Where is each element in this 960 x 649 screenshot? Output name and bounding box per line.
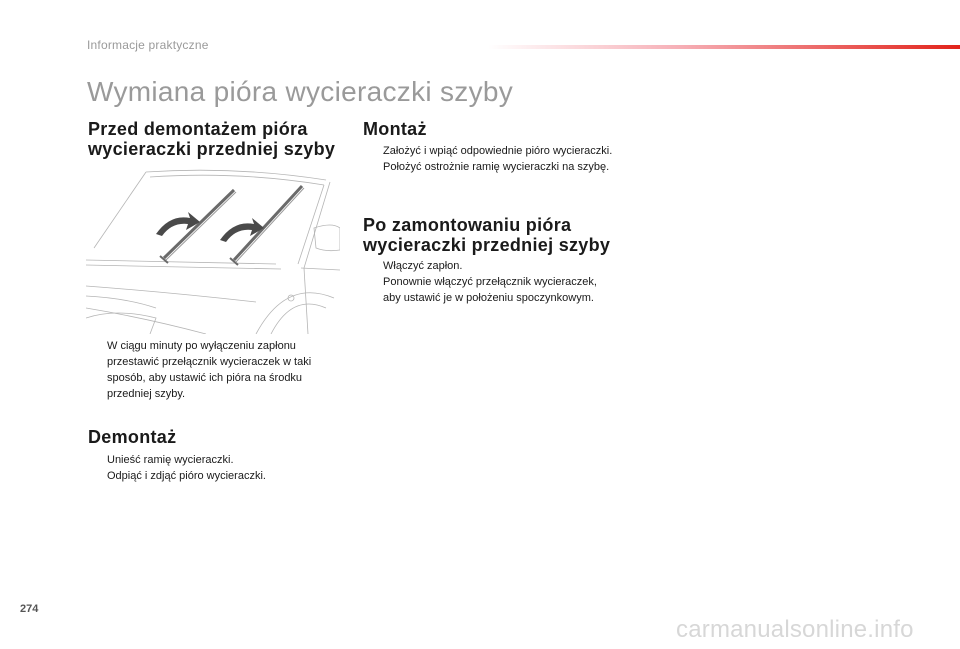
before-removal-heading-line2: wycieraczki przedniej szyby xyxy=(88,139,336,159)
after-fitting-heading-line2: wycieraczki przedniej szyby xyxy=(363,235,611,255)
list-item: Położyć ostrożnie ramię wycieraczki na szybę. xyxy=(383,161,610,173)
list-item: Ponownie włączyć przełącznik wycieraczek, aby ustawić je w położeniu spoczynkowym. xyxy=(383,276,597,304)
after-fitting-heading xyxy=(363,215,610,255)
removal-list xyxy=(88,452,340,484)
windscreen-wiper-illustration xyxy=(86,168,340,334)
removal-heading: Demontaż xyxy=(88,427,177,447)
after-fitting-list xyxy=(364,258,614,306)
page-title: Wymiana pióra wycieraczki szyby xyxy=(87,76,514,107)
before-removal-heading xyxy=(88,119,335,159)
fitting-heading: Montaż xyxy=(363,119,427,139)
after-fitting-heading-line1: Po zamontowaniu pióra xyxy=(363,215,572,235)
list-item: Włączyć zapłon. xyxy=(383,260,463,272)
list-item: W ciągu minuty po wyłączeniu zapłonu przestawić przełącznik wycieraczek w taki sposób, aby ustawić ich pióra na środku przedniej szyby. xyxy=(107,340,312,400)
watermark: carmanualsonline.info xyxy=(676,616,914,643)
list-item: Założyć i wpiąć odpowiednie pióro wycieraczki. xyxy=(383,145,613,157)
header-section-label: Informacje praktyczne xyxy=(87,38,209,52)
header-accent-bar xyxy=(488,45,960,49)
page-number: 274 xyxy=(20,603,39,615)
before-removal-heading-line1: Przed demontażem pióra xyxy=(88,119,308,139)
list-item: Odpiąć i zdjąć pióro wycieraczki. xyxy=(107,470,266,482)
before-removal-list xyxy=(88,338,340,402)
fitting-list xyxy=(364,143,614,175)
list-item: Unieść ramię wycieraczki. xyxy=(107,454,234,466)
